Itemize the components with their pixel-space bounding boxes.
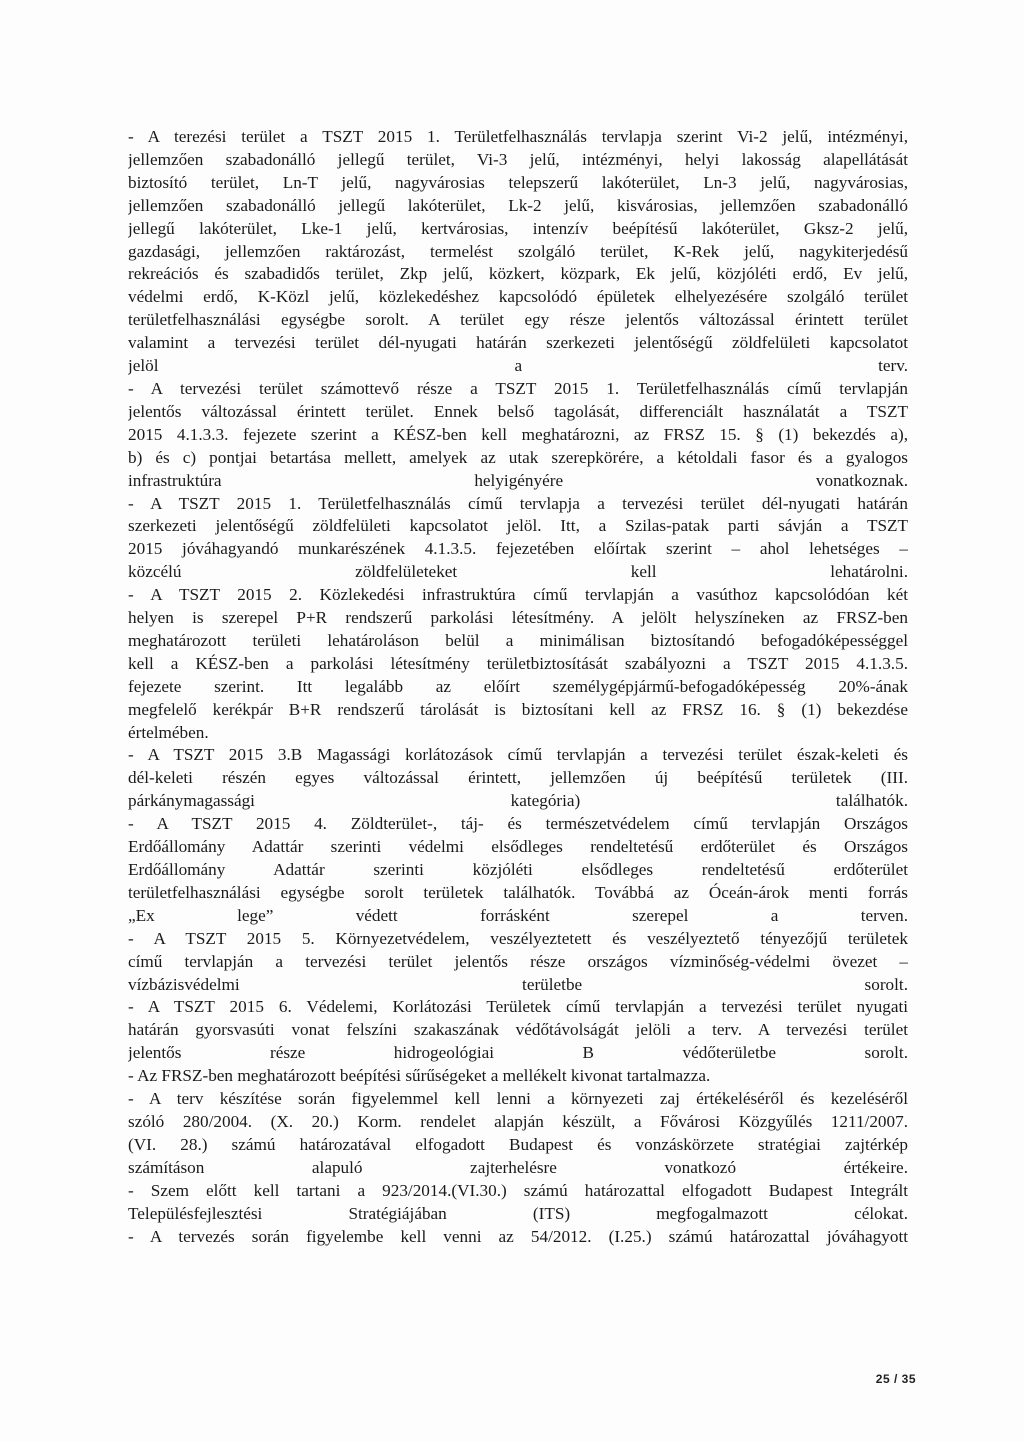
- text-line: számításon alapuló zajterhelésre vonatkozó értékeire.: [128, 1157, 908, 1177]
- paragraph: [128, 1226, 908, 1249]
- paragraph: [128, 744, 908, 813]
- text-line: - A terezési terület a TSZT 2015 1. Területfelhasználás tervlapja szerint Vi-2 jelű, intézményi,: [128, 127, 908, 146]
- text-line: b) és c) pontjai betartása mellett, amelyek az utak szerepkörére, a kétoldali fasor és a gyalogos: [128, 447, 908, 467]
- paragraph: [128, 584, 908, 744]
- text-line: - A tervezési terület számottevő része a TSZT 2015 1. Területfelhasználás című tervlapján: [128, 378, 908, 398]
- text-line: jellegű lakóterület, Lke-1 jelű, kertvárosias, intenzív beépítésű lakóterület, Gksz-2 jelű,: [128, 218, 908, 238]
- text-line: határán gyorsvasúti vonat felszíni szakaszának védőtávolságát jelöli a terv. A tervezési terület: [128, 1020, 908, 1040]
- text-line: - Szem előtt kell tartani a 923/2014.(VI.30.) számú határozattal elfogadott Budapest Integrált: [128, 1180, 908, 1200]
- text-line: gazdasági, jellemzően raktározást, termelést szolgáló terület, K-Rek jelű, nagykiterjedésű: [128, 241, 908, 261]
- text-line: rekreációs és szabadidős terület, Zkp jelű, közkert, közpark, Ek jelű, közjóléti erdő, Ev jelű,: [128, 264, 908, 284]
- text-line: - A tervezés során figyelembe kell venni az 54/2012. (I.25.) számú határozattal jóváhagyott: [128, 1226, 908, 1246]
- text-line: védelmi erdő, K-Közl jelű, közlekedéshez kapcsolódó épületek elhelyezésére szolgáló terület: [128, 287, 908, 307]
- text-line: meghatározott területi lehatároláson belül a minimálisan biztosítandó befogadóképességgel: [128, 630, 908, 650]
- text-line: szerkezeti jelentőségű zöldfelületi kapcsolatot jelöl. Itt, a Szilas-patak parti sávján a TSZT: [128, 516, 908, 536]
- text-line: kell a KÉSZ-ben a parkolási létesítmény területbiztosítását szabályozni a TSZT 2015 4.1.3.5.: [128, 653, 908, 673]
- paragraph: [128, 126, 908, 378]
- text-line: - A TSZT 2015 1. Területfelhasználás című tervlapja a tervezési terület dél-nyugati határán: [128, 493, 908, 513]
- text-line: értelmében.: [128, 722, 209, 742]
- text-line: - A TSZT 2015 3.B Magassági korlátozások című tervlapján a tervezési terület észak-keleti és: [128, 745, 908, 765]
- text-line: 2015 jóváhagyandó munkarészének 4.1.3.5. fejezetében előírtak szerint – ahol lehetséges –: [128, 539, 908, 559]
- text-line: dél-keleti részén egyes változással érintett, jellemzően új beépítésű területek (III.: [128, 768, 908, 788]
- text-line: című tervlapján a tervezési terület jelentős része országos vízminőség-védelmi övezet –: [128, 951, 908, 971]
- text-line: - A TSZT 2015 4. Zöldterület-, táj- és természetvédelem című tervlapján Országos: [128, 814, 908, 834]
- text-line: területfelhasználási egységbe sorolt. A terület egy része jelentős változással érintett terület: [128, 310, 908, 330]
- text-line: megfelelő kerékpár B+R rendszerű tárolását is biztosítani kell az FRSZ 16. § (1) bekezdése: [128, 699, 908, 719]
- text-line: - A TSZT 2015 5. Környezetvédelem, veszélyeztetett és veszélyeztető tényezőjű területek: [128, 928, 908, 948]
- paragraph: [128, 493, 908, 585]
- paragraph: [128, 928, 908, 997]
- text-line: szóló 280/2004. (X. 20.) Korm. rendelet alapján készült, a Fővárosi Közgyűlés 1211/2007.: [128, 1111, 908, 1131]
- paragraph: [128, 996, 908, 1065]
- text-line: Erdőállomány Adattár szerinti védelmi elsődleges rendeltetésű erdőterület és Országos: [128, 837, 908, 857]
- text-line: közcélú zöldfelületeket kell lehatárolni.: [128, 562, 908, 582]
- text-line: valamint a tervezési terület dél-nyugati határán szerkezeti jelentőségű zöldfelületi kapcsolatot: [128, 333, 908, 353]
- text-line: - Az FRSZ-ben meghatározott beépítési sűrűségeket a mellékelt kivonat tartalmazza.: [128, 1066, 711, 1086]
- paragraph: [128, 1088, 908, 1180]
- text-line: Településfejlesztési Stratégiájában (ITS) megfogalmazott célokat.: [128, 1203, 908, 1223]
- body-text: [128, 126, 908, 1248]
- text-line: biztosító terület, Ln-T jelű, nagyvárosias telepszerű lakóterület, Ln-3 jelű, nagyvárosias,: [128, 172, 908, 192]
- text-line: - A TSZT 2015 6. Védelemi, Korlátozási Területek című tervlapján a tervezési terület nyugati: [128, 997, 908, 1017]
- text-line: párkánymagassági kategória) találhatók.: [128, 791, 908, 811]
- text-line: (VI. 28.) számú határozatával elfogadott Budapest és vonzáskörzete stratégiai zajtérkép: [128, 1134, 908, 1154]
- text-line: fejezete szerint. Itt legalább az előírt személygépjármű-befogadóképesség 20%-ának: [128, 676, 908, 696]
- paragraph: [128, 1180, 908, 1226]
- text-line: területfelhasználási egységbe sorolt területek találhatók. Továbbá az Óceán-árok menti forrás: [128, 882, 908, 902]
- text-line: Erdőállomány Adattár szerinti közjóléti elsődleges rendeltetésű erdőterület: [128, 860, 908, 879]
- text-line: infrastruktúra helyigényére vonatkoznak.: [128, 470, 908, 490]
- text-line: jellemzően szabadonálló jellegű lakóterület, Lk-2 jelű, kisvárosias, jellemzően szabadonálló: [128, 195, 908, 215]
- text-line: - A terv készítése során figyelemmel kell lenni a környezeti zaj értékeléséről és kezeléséről: [128, 1089, 908, 1109]
- paragraph: [128, 1065, 908, 1088]
- text-line: jelöl a terv.: [128, 356, 908, 376]
- text-line: 2015 4.1.3.3. fejezete szerint a KÉSZ-ben kell meghatározni, az FRSZ 15. § (1) bekezdés a),: [128, 424, 908, 444]
- text-line: helyen is szerepel P+R rendszerű parkolási létesítmény. A jelölt helyszíneken az FRSZ-ben: [128, 608, 908, 628]
- paragraph: [128, 378, 908, 493]
- text-line: „Ex lege” védett forrásként szerepel a terven.: [128, 905, 908, 925]
- text-line: vízbázisvédelmi területbe sorolt.: [128, 974, 908, 994]
- page-number: 25 / 35: [875, 1372, 916, 1386]
- text-line: jelentős változással érintett terület. Ennek belső tagolását, differenciált használatát a TSZT: [128, 401, 908, 421]
- text-line: jellemzően szabadonálló jellegű terület, Vi-3 jelű, intézményi, helyi lakosság alapellátását: [128, 149, 908, 169]
- text-line: - A TSZT 2015 2. Közlekedési infrastruktúra című tervlapján a vasúthoz kapcsolódóan két: [128, 585, 908, 605]
- text-line: jelentős része hidrogeológiai B védőterületbe sorolt.: [128, 1043, 908, 1063]
- paragraph: [128, 813, 908, 928]
